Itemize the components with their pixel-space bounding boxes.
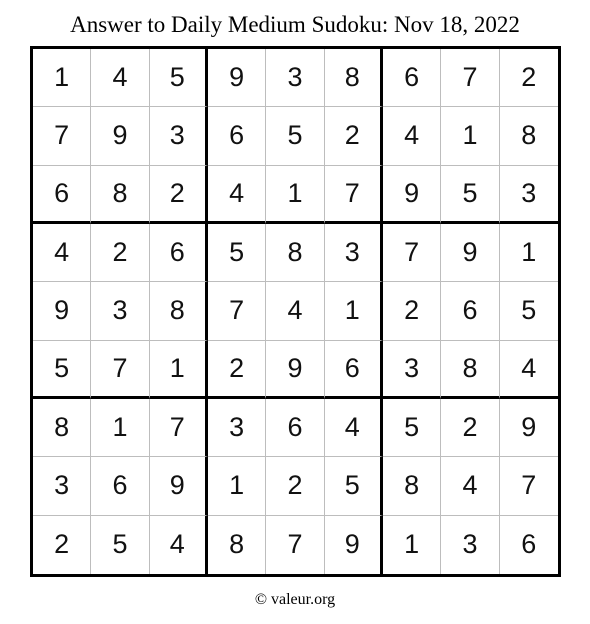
sudoku-cell-r7c4[interactable]: 3 <box>208 399 266 457</box>
sudoku-cell-r7c2[interactable]: 1 <box>91 399 149 457</box>
sudoku-cell-r9c8[interactable]: 3 <box>441 516 499 574</box>
sudoku-cell-r9c2[interactable]: 5 <box>91 516 149 574</box>
sudoku-cell-r2c1[interactable]: 7 <box>33 107 91 165</box>
sudoku-cell-r6c6[interactable]: 6 <box>325 341 383 399</box>
sudoku-cell-r9c5[interactable]: 7 <box>266 516 324 574</box>
sudoku-cell-r1c8[interactable]: 7 <box>441 49 499 107</box>
sudoku-cell-r8c1[interactable]: 3 <box>33 457 91 515</box>
sudoku-cell-r3c9[interactable]: 3 <box>500 166 558 224</box>
sudoku-cell-r8c2[interactable]: 6 <box>91 457 149 515</box>
sudoku-cell-r5c9[interactable]: 5 <box>500 282 558 340</box>
sudoku-cell-r8c5[interactable]: 2 <box>266 457 324 515</box>
sudoku-cell-r7c3[interactable]: 7 <box>150 399 208 457</box>
sudoku-cell-r4c5[interactable]: 8 <box>266 224 324 282</box>
sudoku-cell-r9c7[interactable]: 1 <box>383 516 441 574</box>
sudoku-cell-r9c4[interactable]: 8 <box>208 516 266 574</box>
sudoku-cell-r9c9[interactable]: 6 <box>521 529 537 560</box>
sudoku-cell-r9c6[interactable]: 9 <box>325 516 383 574</box>
sudoku-cell-r6c5[interactable]: 9 <box>266 341 324 399</box>
sudoku-cell-r5c4[interactable]: 7 <box>208 282 266 340</box>
sudoku-cell-r7c1[interactable]: 8 <box>33 399 91 457</box>
sudoku-cell-r3c4[interactable]: 4 <box>208 166 266 224</box>
sudoku-cell-r5c7[interactable]: 2 <box>383 282 441 340</box>
sudoku-cell-r2c9[interactable]: 8 <box>500 107 558 165</box>
sudoku-cell-r6c1[interactable]: 5 <box>33 341 91 399</box>
sudoku-cell-r2c6[interactable]: 2 <box>325 107 383 165</box>
sudoku-cell-r1c3[interactable]: 5 <box>150 49 208 107</box>
sudoku-cell-r2c4[interactable]: 6 <box>208 107 266 165</box>
sudoku-cell-r9c3[interactable]: 4 <box>150 516 208 574</box>
sudoku-cell-r3c7[interactable]: 9 <box>383 166 441 224</box>
sudoku-cell-r6c8[interactable]: 8 <box>441 341 499 399</box>
sudoku-cell-r5c6[interactable]: 1 <box>325 282 383 340</box>
sudoku-board <box>30 46 561 577</box>
sudoku-cell-r8c4[interactable]: 1 <box>208 457 266 515</box>
sudoku-cell-r1c4[interactable]: 9 <box>208 49 266 107</box>
sudoku-cell-r4c3[interactable]: 6 <box>150 224 208 282</box>
sudoku-cell-r1c2[interactable]: 4 <box>91 49 149 107</box>
sudoku-cell-r1c7[interactable]: 6 <box>383 49 441 107</box>
sudoku-cell-r3c2[interactable]: 8 <box>91 166 149 224</box>
sudoku-cell-r6c9[interactable]: 4 <box>500 341 558 399</box>
sudoku-cell-r2c7[interactable]: 4 <box>383 107 441 165</box>
sudoku-cell-r8c7[interactable]: 8 <box>383 457 441 515</box>
sudoku-cell-r4c1[interactable]: 4 <box>33 224 91 282</box>
sudoku-cell-r4c8[interactable]: 9 <box>441 224 499 282</box>
sudoku-cell-r5c5[interactable]: 4 <box>266 282 324 340</box>
sudoku-cell-r2c2[interactable]: 9 <box>91 107 149 165</box>
copyright-footer: © valeur.org <box>254 591 336 608</box>
sudoku-cell-r9c1[interactable]: 2 <box>33 516 91 574</box>
sudoku-cell-r6c4[interactable]: 2 <box>208 341 266 399</box>
sudoku-cell-r5c1[interactable]: 9 <box>33 282 91 340</box>
sudoku-cell-r4c7[interactable]: 7 <box>383 224 441 282</box>
sudoku-cell-r4c6[interactable]: 3 <box>325 224 383 282</box>
sudoku-cell-r7c8[interactable]: 2 <box>441 399 499 457</box>
sudoku-cell-r3c6[interactable]: 7 <box>325 166 383 224</box>
puzzle-title: Answer to Daily Medium Sudoku: Nov 18, 2022 <box>70 12 520 37</box>
sudoku-cell-r5c3[interactable]: 8 <box>150 282 208 340</box>
sudoku-cell-r4c9[interactable]: 1 <box>500 224 558 282</box>
sudoku-cell-r2c8[interactable]: 1 <box>441 107 499 165</box>
sudoku-cell-r7c7[interactable]: 5 <box>383 399 441 457</box>
sudoku-cell-r2c5[interactable]: 5 <box>266 107 324 165</box>
sudoku-cell-r1c5[interactable]: 3 <box>266 49 324 107</box>
sudoku-cell-r4c4[interactable]: 5 <box>208 224 266 282</box>
sudoku-cell-r5c8[interactable]: 6 <box>441 282 499 340</box>
sudoku-cell-r7c9[interactable]: 9 <box>500 399 558 457</box>
sudoku-cell-r8c3[interactable]: 9 <box>150 457 208 515</box>
sudoku-cell-r8c6[interactable]: 5 <box>325 457 383 515</box>
sudoku-cell-r6c2[interactable]: 7 <box>91 341 149 399</box>
sudoku-cell-r3c5[interactable]: 1 <box>266 166 324 224</box>
sudoku-cell-r1c6[interactable]: 8 <box>325 49 383 107</box>
sudoku-cell-r1c1[interactable]: 1 <box>33 49 91 107</box>
sudoku-cell-r3c3[interactable]: 2 <box>150 166 208 224</box>
sudoku-cell-r3c8[interactable]: 5 <box>441 166 499 224</box>
sudoku-cell-r8c8[interactable]: 4 <box>441 457 499 515</box>
sudoku-cell-r3c1[interactable]: 6 <box>33 166 91 224</box>
sudoku-cell-r6c7[interactable]: 3 <box>383 341 441 399</box>
sudoku-cell-r7c5[interactable]: 6 <box>266 399 324 457</box>
sudoku-cell-r1c9[interactable]: 2 <box>500 49 558 107</box>
sudoku-cell-r6c3[interactable]: 1 <box>150 341 208 399</box>
sudoku-cell-r8c9[interactable]: 7 <box>500 457 558 515</box>
sudoku-cell-r2c3[interactable]: 3 <box>150 107 208 165</box>
sudoku-cell-r7c6[interactable]: 4 <box>325 399 383 457</box>
sudoku-cell-r5c2[interactable]: 3 <box>91 282 149 340</box>
sudoku-cell-r4c2[interactable]: 2 <box>91 224 149 282</box>
